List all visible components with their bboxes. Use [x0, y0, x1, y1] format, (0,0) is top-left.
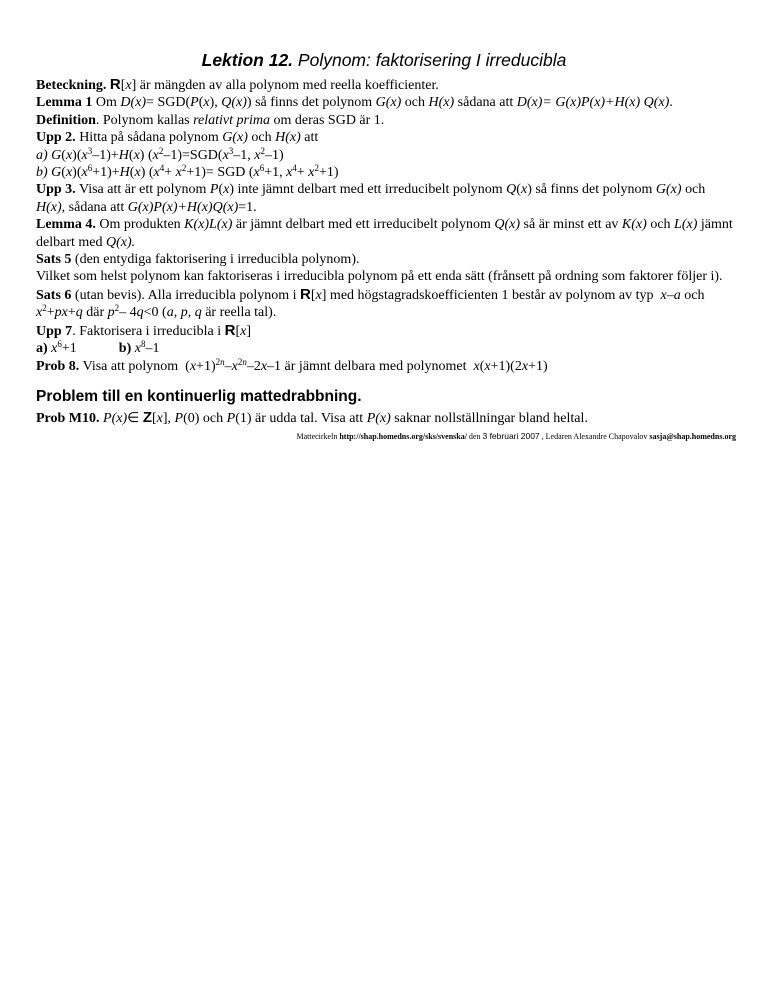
probM10-text: P(x)∈ Z[x], P(0) och P(1) är udda tal. Visa att P(x) saknar nollställningar bland heltal. — [103, 409, 588, 427]
lemma1-label: Lemma 1 — [36, 95, 93, 111]
prob8-text: Visa att polynom $(x+1)^{2n}-x^{2n}-2x-1$ är jämnt delbara med polynomet x(x+1)(2x+1) — [82, 356, 548, 374]
lemma1-text: Om D(x)= SGD(P(x), Q(x)) så finns det polynom G(x) och H(x) sådana att D(x)= G(x)P(x)+H(x) Q(x). — [95, 95, 673, 111]
sats6-paragraph — [36, 286, 736, 322]
prob8-label: Prob 8. — [36, 358, 80, 374]
lemma4-paragraph — [36, 216, 736, 251]
sats5-paragraph — [36, 251, 736, 268]
definition-paragraph — [36, 112, 736, 129]
title-topic: Polynom: faktorisering I irreducibla — [297, 50, 567, 70]
sats5-body: Vilket som helst polynom kan faktoriseras i irreducibla polynom på ett enda sätt (frånsett på ordning som faktorer följer i). — [36, 269, 723, 285]
lemma1-paragraph — [36, 94, 736, 111]
footer — [36, 431, 736, 442]
title-lesson: Lektion 12. — [201, 50, 294, 70]
prob8-paragraph — [36, 358, 736, 375]
upp7-paragraph — [36, 322, 736, 340]
section-heading: Problem till en kontinuerlig mattedrabbning. — [36, 387, 362, 405]
beteckning-paragraph — [36, 76, 736, 94]
definition-text-post: om deras SGD är 1. — [270, 112, 385, 128]
upp3-paragraph — [36, 181, 736, 216]
beteckning-text: [x] är mängden av alla polynom med reella koefficienter. — [120, 78, 439, 93]
upp2b-line: b) $G(x)(x^6+1)+H(x)$ $(x^4+ x^2+1)=$ SGD ($x^6+1$, $x^4+ x^2+1$) — [36, 163, 339, 181]
footer-date: 3 februari 2007 — [482, 430, 540, 441]
sats6-text: (utan bevis). Alla irreducibla polynom i R[x] med högstagradskoefficienten 1 består av polynom av typ x–a och $x^2+px+q$ där $p^2-$ 4q<0 (a, p, q är reella tal). — [36, 285, 705, 321]
probM10-paragraph — [36, 409, 736, 427]
sats5-text: (den entydiga faktorisering i irreducibla polynom). — [74, 252, 360, 268]
beteckning-label: Beteckning. — [36, 78, 107, 93]
upp3-text: Visa att är ett polynom P(x) inte jämnt delbart med ett irreducibelt polynom Q(x) så finns det polynom G(x) och H(x), sådana att G(x)P(x)+H(x)Q(x)=1. — [36, 182, 706, 215]
upp2-text: Hitta på sådana polynom G(x) och H(x) att — [79, 130, 319, 146]
footer-leader: , Ledaren Alexandre Chapovalov — [541, 431, 648, 441]
footer-email-link[interactable]: sasja@shap.homedns.org — [649, 431, 736, 441]
lemma4-text: Om produkten K(x)L(x) är jämnt delbart med ett irreducibelt polynom Q(x) så är minst ett av K(x) och L(x) jämnt delbart med Q(x). — [36, 217, 733, 250]
lemma4-label: Lemma 4. — [36, 217, 96, 233]
probM10-label: Prob M10. — [36, 411, 100, 427]
document-body — [36, 76, 736, 442]
sats6-label: Sats 6 — [36, 287, 72, 303]
footer-org: Mattecirkeln — [296, 431, 338, 441]
upp7-parts: a) $x^6+1$ b) $x^8-1$ — [36, 339, 160, 357]
reals-symbol: R — [109, 76, 121, 93]
upp7-label: Upp 7 — [36, 323, 73, 339]
sats5-label: Sats 5 — [36, 252, 72, 268]
definition-text-pre: . Polynom kallas — [95, 112, 194, 128]
footer-url-link[interactable]: http://shap.homedns.org/sks/svenska/ — [339, 431, 467, 441]
definition-term: relativt prima — [193, 112, 270, 128]
upp2-paragraph — [36, 129, 736, 146]
footer-den: den — [468, 431, 481, 441]
upp2a-line: a) $G(x)(x^3-1)+H(x)$ $(x^2-1)=SGD(x^3-1$, $x^2-1$) — [36, 145, 284, 163]
upp7-text: . Faktorisera i irreducibla i R[x] — [72, 321, 251, 339]
page-title — [0, 50, 768, 71]
definition-label: Definition — [36, 112, 96, 128]
upp3-label: Upp 3. — [36, 182, 76, 198]
upp2-label: Upp 2. — [36, 130, 76, 146]
